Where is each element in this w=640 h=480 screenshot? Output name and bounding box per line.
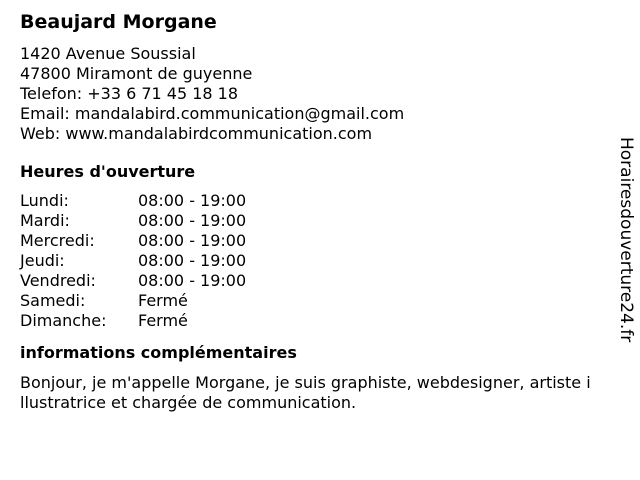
- day-hours: 08:00 - 19:00: [138, 271, 247, 290]
- day-hours: 08:00 - 19:00: [138, 231, 247, 250]
- business-name: Beaujard Morgane: [20, 11, 217, 33]
- contact-block: [20, 44, 600, 144]
- hours-row-monday: [20, 191, 600, 211]
- day-label: Mardi:: [20, 211, 70, 230]
- business-card: [20, 10, 600, 413]
- day-label: Lundi:: [20, 191, 69, 210]
- day-hours: Fermé: [138, 291, 188, 310]
- hours-row-friday: [20, 271, 600, 291]
- address-city: 47800 Miramont de guyenne: [20, 64, 253, 83]
- day-hours: 08:00 - 19:00: [138, 211, 247, 230]
- day-label: Jeudi:: [20, 251, 65, 270]
- day-hours: 08:00 - 19:00: [138, 191, 247, 210]
- day-hours: 08:00 - 19:00: [138, 251, 247, 270]
- address-street: 1420 Avenue Soussial: [20, 44, 196, 63]
- day-label: Samedi:: [20, 291, 86, 310]
- day-label: Mercredi:: [20, 231, 95, 250]
- info-heading: informations complémentaires: [20, 343, 297, 362]
- watermark-text: Horairesdouverture24.fr: [616, 137, 636, 343]
- hours-row-saturday: [20, 291, 600, 311]
- hours-row-wednesday: [20, 231, 600, 251]
- website-url[interactable]: Web: www.mandalabirdcommunication.com: [20, 124, 373, 143]
- hours-row-sunday: [20, 311, 600, 331]
- hours-heading: Heures d'ouverture: [20, 162, 196, 181]
- day-label: Dimanche:: [20, 311, 107, 330]
- day-hours: Fermé: [138, 311, 188, 330]
- opening-hours-table: [20, 191, 600, 331]
- info-description: Bonjour, je m'appelle Morgane, je suis graphiste, webdesigner, artiste illustratrice et chargée de communication.: [20, 373, 591, 412]
- day-label: Vendredi:: [20, 271, 96, 290]
- email-address[interactable]: Email: mandalabird.communication@gmail.com: [20, 104, 405, 123]
- hours-row-thursday: [20, 251, 600, 271]
- hours-row-tuesday: [20, 211, 600, 231]
- phone-number[interactable]: Telefon: +33 6 71 45 18 18: [20, 84, 239, 103]
- site-watermark: [614, 0, 638, 480]
